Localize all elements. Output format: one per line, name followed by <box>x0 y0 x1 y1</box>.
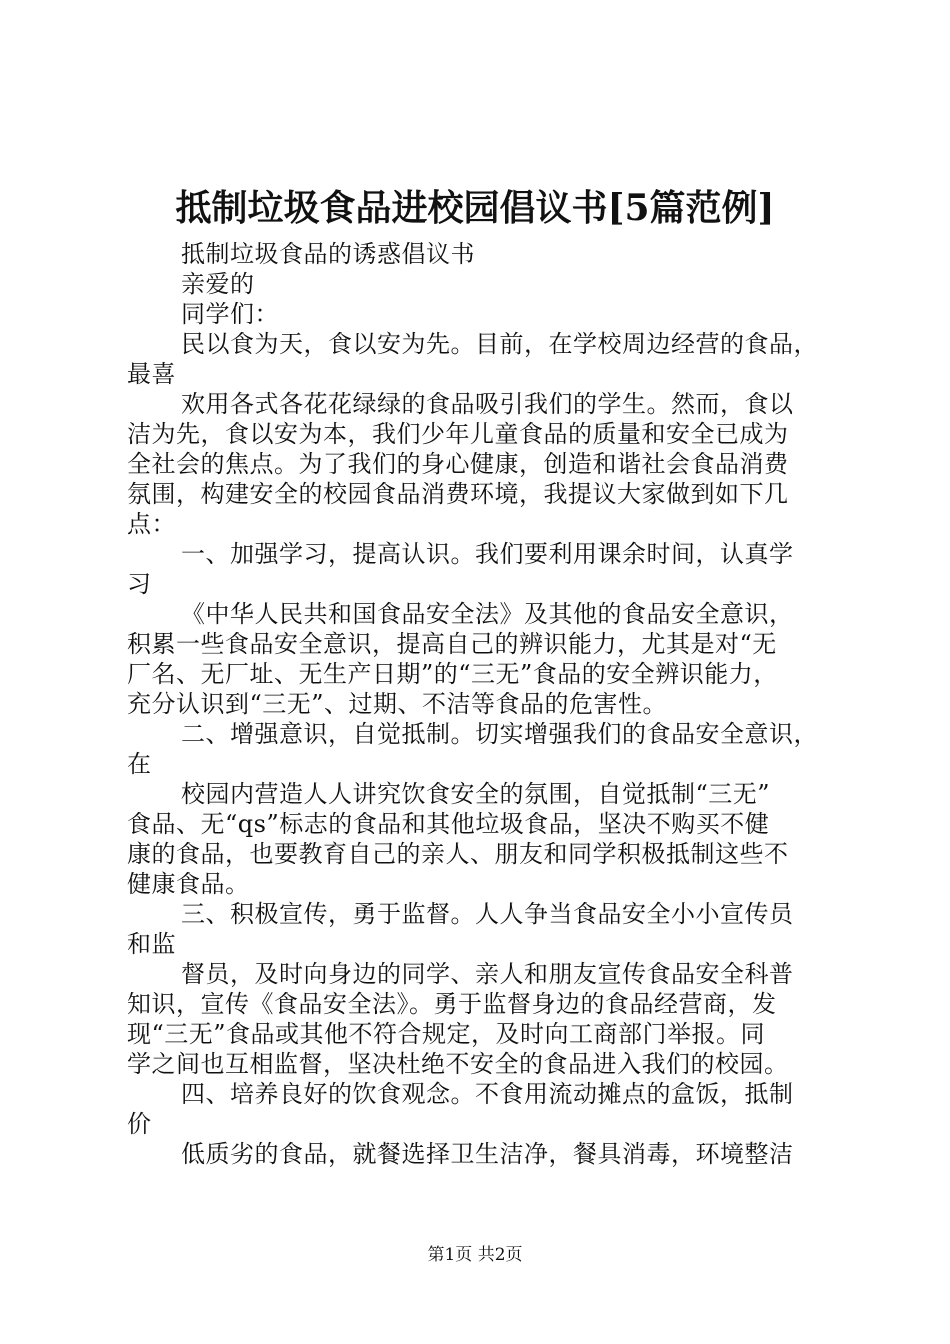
text-line: 厂名、无厂址、无生产日期”的“三无”食品的安全辨识能力， <box>127 660 778 688</box>
text-line: 点： <box>127 510 176 538</box>
text-line: 全社会的焦点。为了我们的身心健康，创造和谐社会食品消费 <box>127 450 789 478</box>
text-line: 在 <box>127 750 152 778</box>
text-line: 抵制垃圾食品的诱惑倡议书 <box>181 240 475 268</box>
text-line: 民以食为天，食以安为先。目前，在学校周边经营的食品， <box>181 330 818 358</box>
text-line: 《中华人民共和国食品安全法》及其他的食品安全意识， <box>181 600 794 628</box>
text-line: 三、积极宣传，勇于监督。人人争当食品安全小小宣传员 <box>181 900 794 928</box>
text-line: 习 <box>127 570 152 598</box>
text-line: 康的食品，也要教育自己的亲人、朋友和同学积极抵制这些不 <box>127 840 789 868</box>
text-line: 二、增强意识，自觉抵制。切实增强我们的食品安全意识， <box>181 720 818 748</box>
text-line: 现“三无”食品或其他不符合规定，及时向工商部门举报。同 <box>127 1020 766 1048</box>
document-title: 抵制垃圾食品进校园倡议书[5篇范例] <box>175 187 775 229</box>
text-line: 学之间也互相监督，坚决杜绝不安全的食品进入我们的校园。 <box>127 1050 789 1078</box>
text-line: 同学们： <box>181 300 279 328</box>
text-line: 价 <box>127 1110 152 1138</box>
text-line: 充分认识到“三无”、过期、不洁等食品的危害性。 <box>127 690 668 718</box>
text-line: 校园内营造人人讲究饮食安全的氛围，自觉抵制“三无” <box>181 780 771 808</box>
text-line: 洁为先，食以安为本，我们少年儿童食品的质量和安全已成为 <box>127 420 789 448</box>
page-number-footer: 第1页 共2页 <box>427 1245 523 1265</box>
text-line: 健康食品。 <box>127 870 250 898</box>
text-line: 低质劣的食品，就餐选择卫生洁净，餐具消毒，环境整洁 <box>181 1140 794 1168</box>
text-line: 亲爱的 <box>181 270 255 298</box>
text-line: 一、加强学习，提高认识。我们要利用课余时间，认真学 <box>181 540 794 568</box>
text-line: 积累一些食品安全意识，提高自己的辨识能力，尤其是对“无 <box>127 630 777 658</box>
text-line: 欢用各式各花花绿绿的食品吸引我们的学生。然而，食以 <box>181 390 794 418</box>
text-line: 食品、无“qs”标志的食品和其他垃圾食品，坚决不购买不健 <box>127 810 770 838</box>
text-line: 督员，及时向身边的同学、亲人和朋友宣传食品安全科普 <box>181 960 794 988</box>
text-line: 和监 <box>127 930 176 958</box>
text-line: 四、培养良好的饮食观念。不食用流动摊点的盒饭，抵制 <box>181 1080 794 1108</box>
text-line: 氛围，构建安全的校园食品消费环境，我提议大家做到如下几 <box>127 480 789 508</box>
document-body <box>127 239 837 1169</box>
text-line: 知识，宣传《食品安全法》。勇于监督身边的食品经营商，发 <box>127 990 777 1018</box>
text-line: 最喜 <box>127 360 176 388</box>
